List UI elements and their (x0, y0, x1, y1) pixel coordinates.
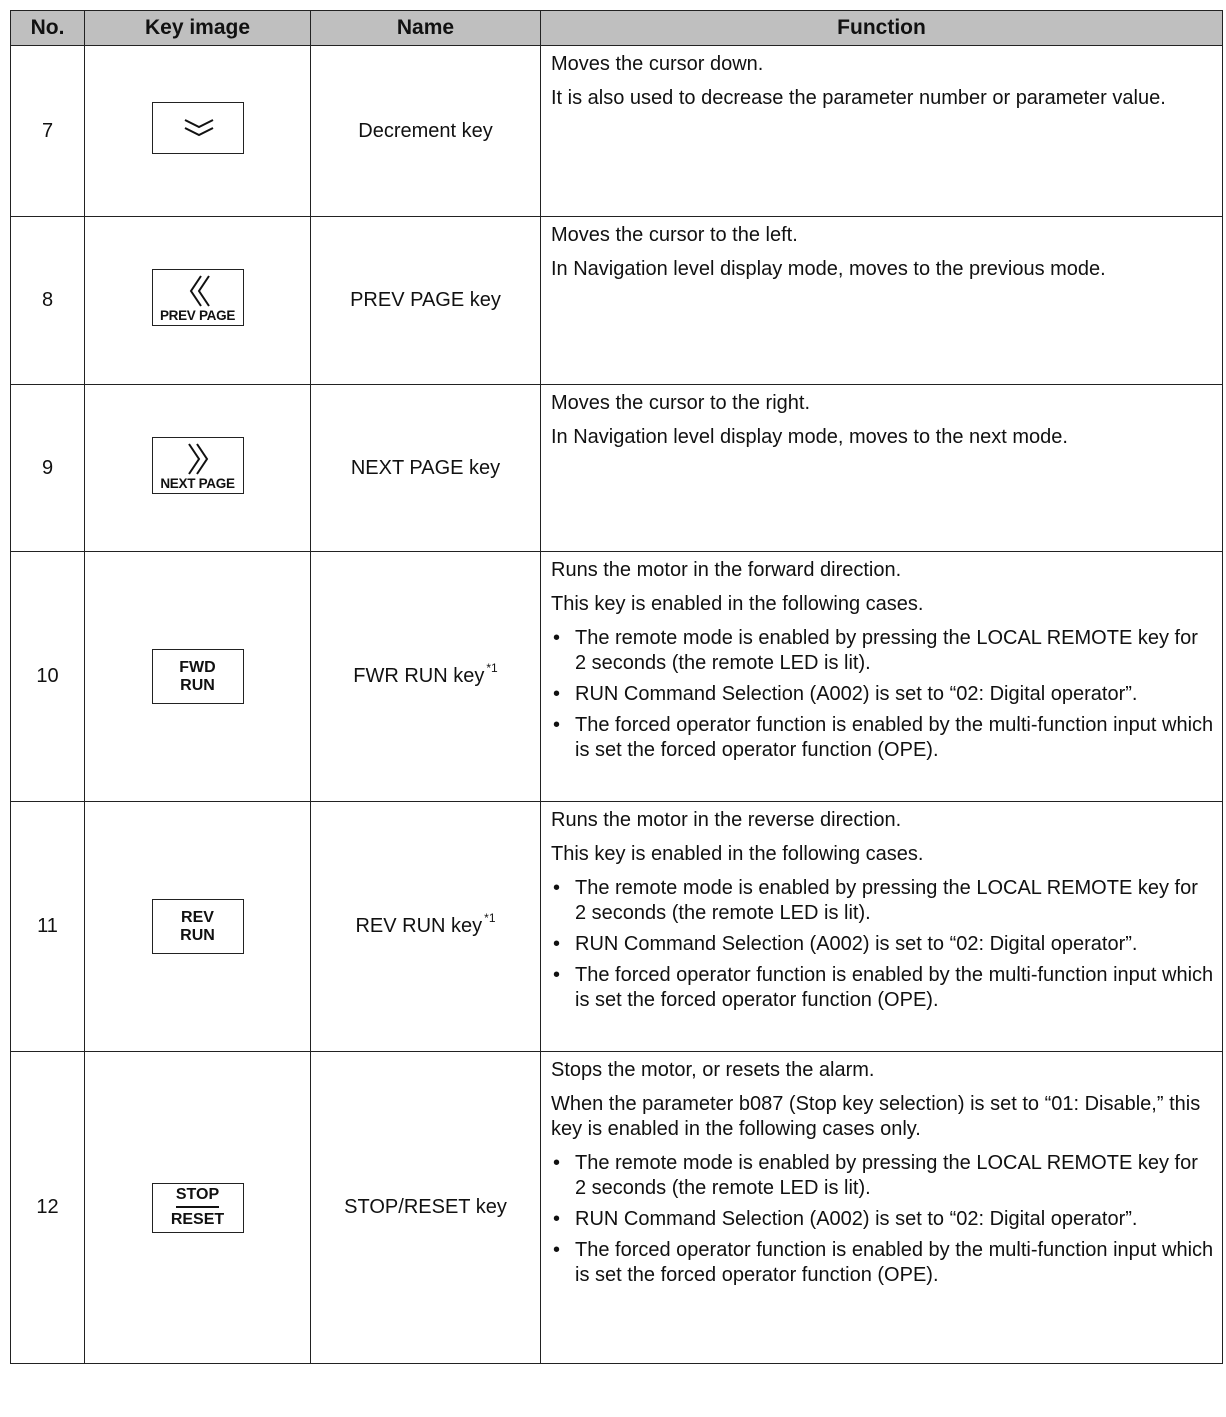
function-text: Runs the motor in the forward direction. (551, 559, 902, 581)
row-number: 12 (11, 1052, 85, 1364)
key-image-cell (85, 802, 311, 1052)
bullet-item: • The remote mode is enabled by pressing the LOCAL REMOTE key for 2 seconds (the remote LED is lit). (553, 877, 1198, 924)
chevron-double-left-icon (187, 274, 211, 308)
key-label: REV (181, 908, 214, 926)
table-row (11, 552, 1223, 802)
key-image-cell (85, 1052, 311, 1364)
function-text: Moves the cursor down. (551, 53, 764, 75)
function-text: This key is enabled in the following cases. (551, 593, 924, 615)
table-row (11, 385, 1223, 552)
key-function (541, 46, 1223, 217)
row-number: 11 (11, 802, 85, 1052)
key-name: PREV PAGE key (311, 217, 541, 385)
decrement-key-image (152, 102, 244, 154)
bullet-icon: • (553, 683, 561, 705)
key-label: RUN (180, 926, 215, 944)
function-text: This key is enabled in the following cases. (551, 843, 924, 865)
bullet-item: • The forced operator function is enabled by the multi-function input which is set the forced operator function (OPE). (553, 1239, 1214, 1286)
key-label: FWD (179, 658, 216, 676)
header-name: Name (311, 11, 541, 46)
header-key-image: Key image (85, 11, 311, 46)
key-name: REV RUN key $^{*1}$ (311, 802, 541, 1052)
bullet-item: • RUN Command Selection (A002) is set to “02: Digital operator”. (553, 683, 1138, 705)
table-row (11, 217, 1223, 385)
bullet-item: • The forced operator function is enabled by the multi-function input which is set the forced operator function (OPE). (553, 964, 1214, 1011)
key-name: NEXT PAGE key (311, 385, 541, 552)
bullet-icon: • (553, 1152, 561, 1174)
header-function: Function (541, 11, 1223, 46)
key-function (541, 802, 1223, 1052)
footnote-marker: *1 (486, 661, 498, 675)
key-image-cell (85, 217, 311, 385)
bullet-icon: • (553, 1239, 561, 1261)
table-row (11, 802, 1223, 1052)
prev-page-key-image (152, 269, 244, 326)
bullet-icon: • (553, 714, 561, 736)
bullet-item: • The remote mode is enabled by pressing the LOCAL REMOTE key for 2 seconds (the remote LED is lit). (553, 1152, 1198, 1199)
key-image-cell (85, 46, 311, 217)
rev-run-key-image (152, 899, 244, 954)
key-function (541, 1052, 1223, 1364)
function-text: In Navigation level display mode, moves to the next mode. (551, 426, 1068, 448)
key-image-cell (85, 385, 311, 552)
row-number: 8 (11, 217, 85, 385)
key-name: STOP/RESET key (311, 1052, 541, 1364)
function-text: It is also used to decrease the parameter number or parameter value. (551, 87, 1166, 109)
function-text: Moves the cursor to the left. (551, 224, 798, 246)
next-page-key-image (152, 437, 244, 494)
key-name: Decrement key (311, 46, 541, 217)
key-image-cell (85, 552, 311, 802)
bullet-item: • The remote mode is enabled by pressing the LOCAL REMOTE key for 2 seconds (the remote LED is lit). (553, 627, 1198, 674)
header-no: No. (11, 11, 85, 46)
bullet-icon: • (553, 627, 561, 649)
function-text: When the parameter b087 (Stop key selection) is set to “01: Disable,” this key is enabled in the following cases only. (551, 1093, 1201, 1140)
function-text: Moves the cursor to the right. (551, 392, 811, 414)
key-function (541, 552, 1223, 802)
row-number: 7 (11, 46, 85, 217)
function-text: Runs the motor in the reverse direction. (551, 809, 902, 831)
table-row (11, 46, 1223, 217)
chevron-double-right-icon (187, 442, 211, 476)
key-label: STOP (176, 1186, 219, 1208)
function-text: In Navigation level display mode, moves to the previous mode. (551, 258, 1106, 280)
bullet-icon: • (553, 1208, 561, 1230)
fwd-run-key-image (152, 649, 244, 704)
bullet-icon: • (553, 933, 561, 955)
key-label: RUN (180, 676, 215, 694)
function-text: Stops the motor, or resets the alarm. (551, 1059, 875, 1081)
bullet-item: • The forced operator function is enabled by the multi-function input which is set the forced operator function (OPE). (553, 714, 1214, 761)
table-header-row (11, 11, 1223, 46)
bullet-icon: • (553, 877, 561, 899)
bullet-item: • RUN Command Selection (A002) is set to “02: Digital operator”. (553, 933, 1138, 955)
chevron-double-down-icon (183, 117, 215, 139)
key-function-table (10, 10, 1223, 1364)
key-name: FWR RUN key $^{*1}$ (311, 552, 541, 802)
row-number: 10 (11, 552, 85, 802)
key-function (541, 217, 1223, 385)
table-row (11, 1052, 1223, 1364)
row-number: 9 (11, 385, 85, 552)
key-label: PREV PAGE (159, 308, 236, 323)
key-function (541, 385, 1223, 552)
footnote-marker: *1 (484, 911, 496, 925)
stop-reset-key-image (152, 1183, 244, 1233)
bullet-icon: • (553, 964, 561, 986)
key-label: NEXT PAGE (160, 475, 235, 491)
key-label: RESET (170, 1211, 225, 1229)
bullet-item: • RUN Command Selection (A002) is set to “02: Digital operator”. (553, 1208, 1138, 1230)
